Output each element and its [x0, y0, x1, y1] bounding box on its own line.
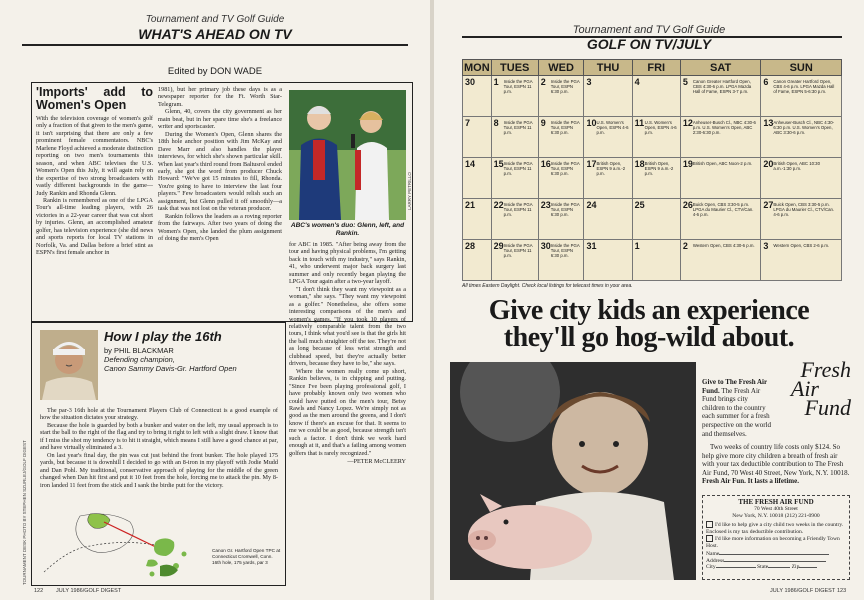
calendar-telecast: Buick Open, CBS 3:30-5 p.m. LPGA du Maurier Cl., CTV/Can. 4-6 p.m.	[773, 202, 835, 217]
calendar-date: 31	[586, 241, 597, 251]
calendar-day-header: WED	[538, 60, 584, 76]
article-imports-para: Where the women really come up short, Rankin believes, is in chipping and putting. "Since I've been playing professional golf, I have probably known only two women who could have putted on the men's tour, Betsy Rawls and Nancy Lopez. We're simply not as good as the men around the greens, and I don't know if there's an excuse for that. It seems to me we could be as good, because strength isn't such a factor. I don't think we work hard enough at it, and that's a failing among women golfers that is rarely recognized."	[289, 367, 406, 457]
calendar-note: All times Eastern Daylight. Check local listings for telecast times in your area.	[462, 283, 633, 289]
calendar-telecast: Inside the PGA Tour, ESPN 6:30 p.m.	[550, 243, 580, 258]
calendar-day-cell	[761, 76, 842, 117]
calendar-telecast: Inside the PGA Tour, ESPN 11 p.m.	[503, 243, 533, 258]
calendar-date: 28	[465, 241, 476, 251]
calendar-date: 20	[763, 159, 774, 169]
calendar-week-row	[463, 158, 842, 199]
calendar-day-cell	[680, 158, 761, 199]
calendar-day-cell	[632, 117, 680, 158]
calendar-day-header: TUES	[491, 60, 538, 76]
calendar-telecast: Inside the PGA Tour, ESPN 6:30 p.m.	[550, 120, 580, 135]
commentators-photo	[289, 90, 406, 220]
article-imports-headline: 'Imports' add to Women's Open	[36, 85, 153, 112]
calendar-day-cell	[584, 117, 632, 158]
hole-16-caption: Canon Gr. Hartford Open TPC at Connecticut Cromwell, Conn. 16th hole, 175 yards, par 3	[212, 548, 281, 565]
coupon-host-checkbox[interactable]	[706, 535, 713, 542]
calendar-day-cell	[491, 158, 538, 199]
commentators-photo-caption: ABC's women's duo: Glenn, left, and Rankin.	[290, 222, 405, 237]
calendar-day-cell	[538, 158, 584, 199]
right-page	[434, 0, 864, 600]
right-series-label: Tournament and TV Golf Guide	[572, 24, 726, 36]
calendar-telecast: Canon Greater Hartford Open, CBS 4:30-6 p.m. LPGA Mazda Hall of Fame, ESPN 3-7 p.m.	[692, 79, 752, 94]
article-16th-body	[40, 407, 278, 489]
calendar-date: 6	[763, 77, 769, 87]
calendar-day-cell	[680, 240, 761, 281]
ad-headline-line2: they'll go hog-wild about.	[503, 322, 795, 353]
tv-calendar	[462, 59, 842, 281]
ad-body-text: The Fresh Air Fund brings city children to the country each summer for a fresh perspective on the world and themselves.	[702, 386, 772, 438]
calendar-date: 30	[465, 77, 476, 87]
coupon-address-label: Address	[706, 557, 725, 564]
calendar-date: 26	[682, 200, 693, 210]
calendar-telecast: British Open, ABC Noon-2 p.m.	[692, 161, 753, 166]
calendar-date: 30	[540, 241, 551, 251]
calendar-date: 29	[493, 241, 504, 251]
calendar-day-cell	[584, 199, 632, 240]
right-section-title: GOLF ON TV/JULY	[586, 36, 712, 52]
article-imports-para: for ABC in 1985. "After being away from the tour and having physical problems, I'm getting back in touch with my industry," says Rankin, 41, who underwent major back surgery last summer and only recently began playing the LPGA Tour again after a two-year layoff.	[289, 241, 406, 286]
logo-word: Fresh	[800, 357, 851, 382]
calendar-day-cell	[761, 117, 842, 158]
coupon-option-donate: I'd like to help give a city child two weeks in the country. Enclosed is my tax deductible contribution.	[706, 521, 844, 535]
coupon-option-host: I'd like more information on becoming a Friendly Town Host.	[706, 535, 840, 549]
commentators-photo-credit: LARRY PETRILLO	[407, 172, 412, 210]
article-16th-headline: How I play the 16th	[104, 329, 222, 344]
calendar-date: 24	[586, 200, 597, 210]
calendar-day-cell	[538, 76, 584, 117]
blackmar-photo-credit: TOURNAMENT DESK PHOTO BY STEPHEN SZURLEJ/GOLF DIGEST	[22, 440, 27, 585]
left-section-title: WHAT'S AHEAD ON TV	[138, 26, 292, 42]
calendar-date: 4	[634, 77, 640, 87]
calendar-telecast: Inside the PGA Tour, ESPN 11 p.m.	[503, 79, 533, 94]
coupon-address-line: New York, N.Y. 10018 (212) 221-0900	[732, 512, 820, 519]
calendar-telecast: British Open, ABC 10:30 a.m.-1:30 p.m.	[773, 161, 820, 171]
calendar-day-cell	[491, 117, 538, 158]
calendar-date: 16	[540, 159, 551, 169]
calendar-date: 1	[634, 241, 640, 251]
article-imports-para: During the Women's Open, Glenn shares the 18th hole anchor position with Jim McKay and Dave Marr and also handles the player interviews, for which she's shown particular skill. When last year's third round from Baltusrol ended early, she got the word from producer Chuck Howard: "We've got 15 minutes to fill, Rhonda. You're going to have to interview the last four players." Few broadcasters would relish such an assignment, but Glenn pulled it off smoothly—a task that was not lost on the veteran producer.	[158, 130, 282, 213]
calendar-date: 27	[763, 200, 774, 210]
hole-16-diagram	[40, 508, 210, 580]
calendar-day-cell	[538, 117, 584, 158]
calendar-date: 23	[540, 200, 551, 210]
coupon-address-field[interactable]	[724, 561, 826, 562]
calendar-day-header: SUN	[761, 60, 842, 76]
calendar-date: 13	[763, 118, 774, 128]
calendar-day-cell	[680, 117, 761, 158]
calendar-date: 12	[682, 118, 693, 128]
calendar-day-header: FRI	[632, 60, 680, 76]
calendar-date: 5	[682, 77, 688, 87]
ad-photo-art	[450, 362, 696, 580]
calendar-telecast: Inside the PGA Tour, ESPN 11 p.m.	[503, 202, 533, 217]
calendar-day-cell	[584, 240, 632, 281]
calendar-day-cell	[680, 199, 761, 240]
article-imports-author: —PETER McCLEERY	[347, 458, 406, 466]
coupon-city-label: City	[706, 564, 716, 571]
blackmar-photo-art	[40, 330, 98, 400]
calendar-telecast: Inside the PGA Tour, ESPN 6:30 p.m.	[550, 79, 580, 94]
calendar-date: 7	[465, 118, 471, 128]
article-16th-para: Because the hole is guarded by both a bunker and water on the left, my usual approach is to start the ball to the right of the flag and try to bring it right to left with a slight draw. I know that if I miss the shot my tendency is to hit it straight, which means I still have a good chance at par, and have virtually eliminated a 3.	[40, 421, 278, 452]
left-page	[0, 0, 430, 600]
folio-issue: JULY 1986/GOLF DIGEST	[770, 588, 836, 594]
coupon-city-field[interactable]	[716, 567, 756, 568]
calendar-day-cell	[538, 199, 584, 240]
calendar-date: 19	[682, 159, 693, 169]
calendar-day-cell	[463, 117, 492, 158]
calendar-day-cell	[463, 199, 492, 240]
calendar-week-row	[463, 199, 842, 240]
commentators-photo-art	[289, 90, 406, 220]
calendar-date: 3	[586, 77, 592, 87]
ad-headline-line1: Give city kids an experience	[488, 295, 810, 326]
article-16th-author: by PHIL BLACKMAR	[104, 346, 174, 355]
calendar-date: 2	[540, 77, 546, 87]
article-16th-para: On last year's final day, the pin was cut just behind the front bunker. The hole played 175 yards, but because it is downhill I decided to go with an 8-iron in my playoff with Jodie Mudd and Dan Pohl. My traditional, conservative approach of playing for the middle of the green changed when Dan hit first and put it 10 feet from the hole, forcing me to attack the pin. My 8-iron landed 11 feet from the stick and I sank the birdie putt for the victory.	[40, 451, 278, 489]
article-imports-col2	[158, 86, 282, 243]
calendar-telecast: Canon Greater Hartford Open, CBS 4-6 p.m. LPGA Mazda Hall of Fame, ESPN 5-6:30 p.m.	[773, 79, 835, 94]
article-imports-para: Glenn, 40, covers the city government as her main beat, but in her spare time she's a freelance writer and sportscaster.	[158, 108, 282, 131]
coupon-title: THE FRESH AIR FUND	[738, 498, 814, 506]
calendar-date: 11	[634, 118, 645, 128]
ad-body-intro	[702, 378, 772, 438]
calendar-date: 15	[493, 159, 504, 169]
calendar-day-cell	[632, 158, 680, 199]
article-imports-para: 1981), but her primary job these days is as a newspaper reporter for the Ft. Worth Star-Telegram.	[158, 86, 282, 108]
calendar-day-header: SAT	[680, 60, 761, 76]
left-series-label: Tournament and TV Golf Guide	[145, 14, 285, 25]
calendar-date: 10	[586, 118, 597, 128]
byline: Edited by DON WADE	[167, 66, 263, 77]
coupon-zip-label: Zip	[791, 564, 800, 571]
article-imports-para: Rankin follows the leaders as a roving reporter from the fairways. After two years of doing the Women's Open, she landed the plum assignment of doing the men's Open	[158, 212, 282, 243]
ad-tagline: Fresh Air Fun. It lasts a lifetime.	[702, 477, 799, 486]
calendar-telecast: Inside the PGA Tour, ESPN 11 p.m.	[503, 120, 533, 135]
ad-body-text2	[702, 443, 850, 486]
article-imports-para: "I don't think they want my viewpoint as a woman," she says. "They want my viewpoint as a golfer." Nonetheless, she offers some interesting comparisons of the men's and women's games. "If you took 10 players of relatively comparable talent from the two tours, I think what you'd see is that the girls hit the ball much straighter off the tee. They're not as long because of less wrist strength and clubhead speed, but they're actually better drivers, because they have to be," she says.	[289, 285, 406, 368]
calendar-week-row	[463, 117, 842, 158]
calendar-date: 22	[493, 200, 504, 210]
coupon-address-line: 70 West 40th Street	[754, 506, 798, 512]
donation-coupon	[702, 495, 850, 580]
logo-word: Fund	[804, 395, 851, 420]
folio-issue: JULY 1986/GOLF DIGEST	[56, 588, 122, 594]
coupon-zip-field[interactable]	[799, 567, 817, 568]
coupon-name-label: Name	[706, 551, 720, 558]
calendar-date: 18	[634, 159, 645, 169]
article-imports-para: Rankin is remembered as one of the LPGA Tour's all-time leading players, with 26 victories in a 22-year career that was cut short by injuries. Glenn, an accomplished amateur golfer, has television experience (she did news and sports reports for local TV stations in Norfolk, Va. and Dallas before a brief stint as ESPN's first female anchor in	[36, 196, 153, 257]
calendar-telecast: Western Open, CBS 2-6 p.m.	[773, 243, 830, 248]
calendar-day-cell	[584, 76, 632, 117]
folio-page-number: 122	[34, 588, 44, 594]
calendar-day-cell	[761, 158, 842, 199]
calendar-telecast: Western Open, CBS 4:30-6 p.m.	[692, 243, 755, 248]
calendar-date: 2	[682, 241, 688, 251]
calendar-date: 25	[634, 200, 645, 210]
coupon-state-label: State	[757, 564, 769, 571]
calendar-telecast: British Open, ESPN 9 a.m.-2 p.m.	[644, 161, 674, 176]
calendar-day-cell	[632, 199, 680, 240]
coupon-name-field[interactable]	[719, 554, 829, 555]
calendar-telecast: British Open, ESPN 9 a.m.-2 p.m.	[596, 161, 626, 176]
calendar-telecast: U.S. Women's Open, ESPN 4-6 p.m.	[596, 120, 629, 135]
calendar-day-header: MON	[464, 61, 490, 74]
logo-word: Air	[790, 376, 819, 401]
calendar-day-cell	[761, 199, 842, 240]
calendar-telecast: Anheuser-Busch Cl., NBC 4:30-6:30 p.m. U.S. Women's Open, ABC 3:30-6 p.m.	[773, 120, 835, 135]
calendar-day-cell	[761, 240, 842, 281]
calendar-day-cell	[463, 76, 492, 117]
calendar-telecast: U.S. Women's Open, ESPN 4-6 p.m.	[644, 120, 677, 135]
article-imports-col1	[36, 86, 153, 257]
calendar-week-row	[463, 240, 842, 281]
article-imports-para: With the television coverage of women's golf only a fraction of that given to the men's game, it isn't surprising that there are only a few prominent female commentators. NBC's Marlene Floyd achieved a moderate distinction reporting on two men's tournaments this season, and when ABC televises the U.S. Women's Open this July, it will again rely on the expertise of two strong broadcasters with vastly different backgrounds in the game—Judy Rankin and Rhonda Glenn.	[36, 115, 153, 197]
calendar-telecast: Inside the PGA Tour, ESPN 6:30 p.m.	[550, 161, 580, 176]
calendar-date: 17	[586, 159, 597, 169]
coupon-state-field[interactable]	[768, 567, 790, 568]
calendar-day-cell	[584, 158, 632, 199]
coupon-donate-checkbox[interactable]	[706, 521, 713, 528]
calendar-telecast: Buick Open, CBS 3:30-5 p.m. LPGA du Maurier Cl., CTV/Can. 4-6 p.m.	[692, 202, 754, 217]
folio-page-number: 123	[837, 588, 847, 594]
ad-photo	[450, 362, 696, 580]
calendar-date: 1	[493, 77, 499, 87]
calendar-day-cell	[491, 76, 538, 117]
ad-body-bold: Give to The Fresh Air Fund.	[702, 378, 767, 395]
article-16th-byline	[104, 346, 237, 373]
calendar-day-cell	[491, 199, 538, 240]
left-header-rule	[22, 44, 408, 46]
calendar-date: 21	[465, 200, 476, 210]
calendar-date: 3	[763, 241, 769, 251]
calendar-week-row	[463, 76, 842, 117]
article-imports-col3	[289, 241, 406, 466]
article-16th-para: The par-3 16th hole at the Tournament Players Club of Connecticut is a good example of how the situation dictates your strategy.	[40, 407, 278, 422]
calendar-day-cell	[538, 240, 584, 281]
blackmar-photo	[40, 330, 98, 400]
calendar-day-cell	[632, 76, 680, 117]
calendar-day-cell	[491, 240, 538, 281]
calendar-day-cell	[463, 158, 492, 199]
calendar-date: 8	[493, 118, 499, 128]
ad-body-text: Two weeks of country life costs only $124. So help give more city children a breath of fresh air with your tax deductible contribution to The Fresh Air Fund, 70 West 40 Street, New York, N.Y. 10018.	[702, 443, 850, 477]
calendar-date: 9	[540, 118, 546, 128]
calendar-telecast: Inside the PGA Tour, ESPN 6:30 p.m.	[550, 202, 580, 217]
calendar-day-header: THU	[584, 60, 632, 76]
article-16th-role: Defending champion,	[104, 355, 175, 364]
calendar-day-cell	[632, 240, 680, 281]
calendar-day-cell	[463, 240, 492, 281]
calendar-date: 14	[465, 159, 476, 169]
calendar-telecast: Inside the PGA Tour, ESPN 11 p.m.	[503, 161, 533, 176]
article-16th-role: Canon Sammy Davis-Gr. Hartford Open	[104, 364, 237, 373]
calendar-day-cell	[680, 76, 761, 117]
calendar-telecast: Anheuser-Busch Cl., NBC 4:30-6 p.m. U.S. Women's Open, ABC 2:30-6:30 p.m.	[692, 120, 756, 135]
